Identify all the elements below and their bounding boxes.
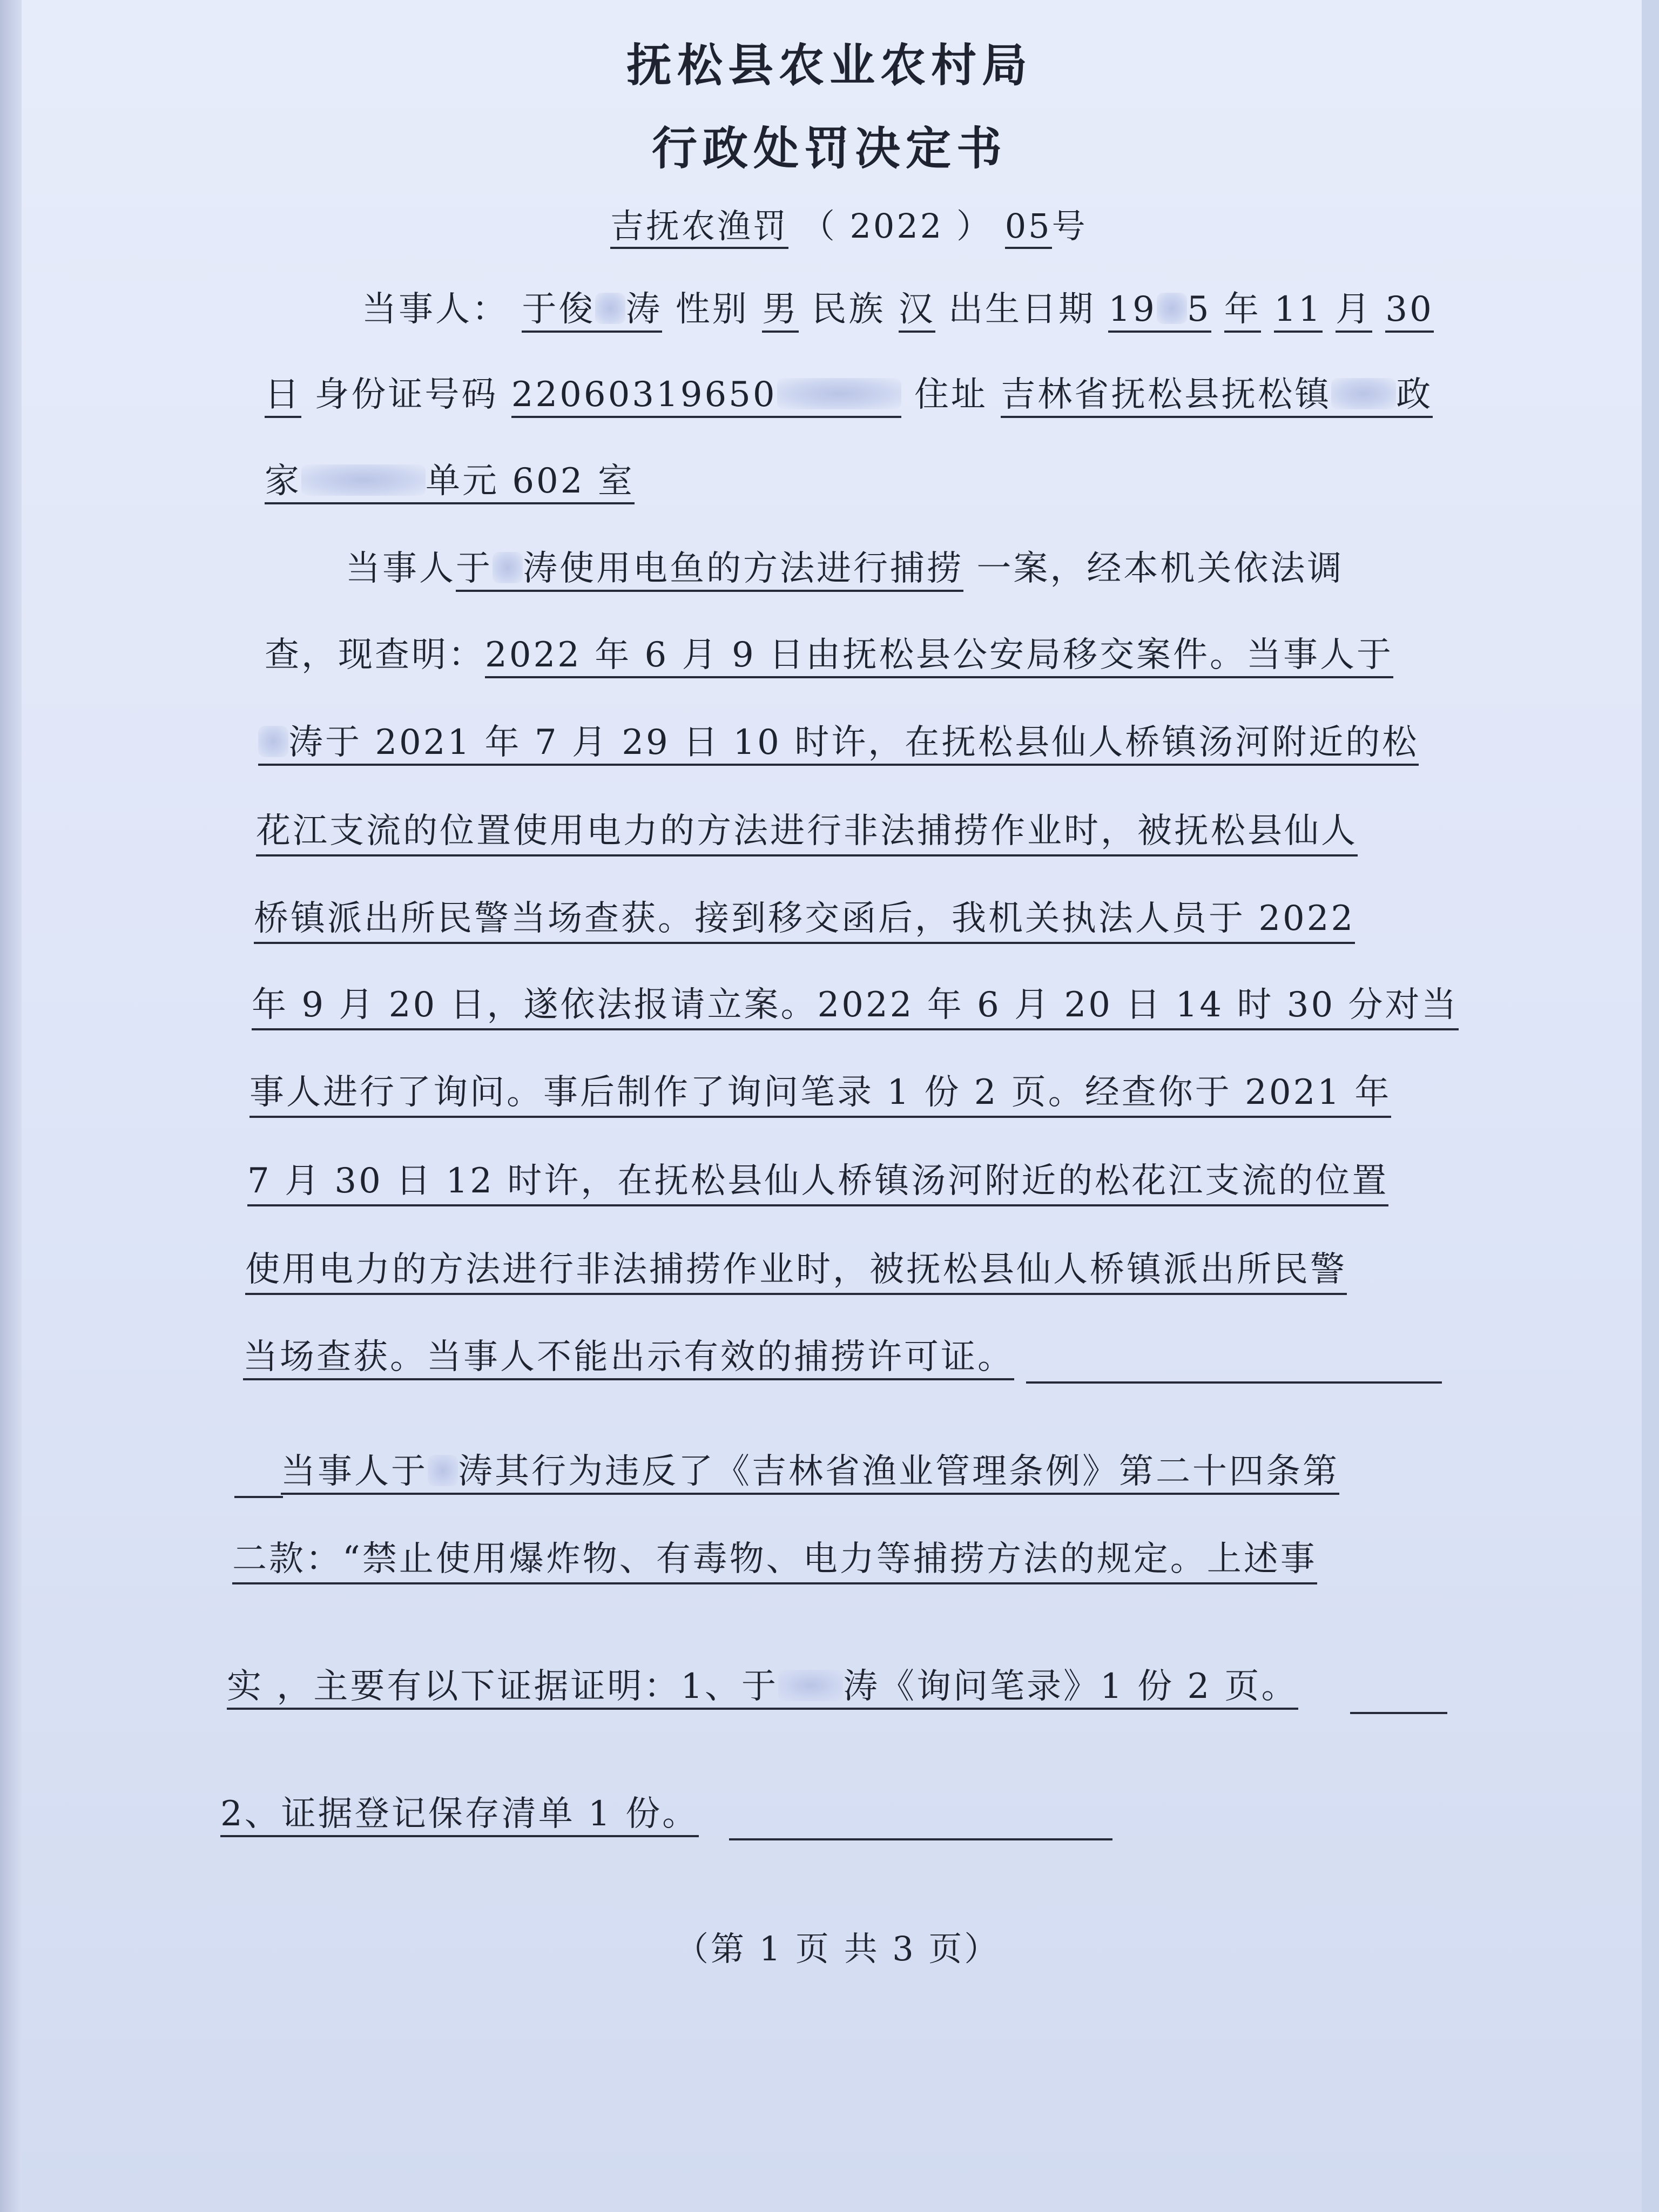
id-label: 身份证号码 [314, 375, 498, 415]
redaction-blur [777, 378, 901, 409]
party-info-line-2 [265, 373, 1433, 417]
redaction-blur [778, 1670, 843, 1701]
violation-line-3 [227, 1664, 1298, 1709]
birth-year: 19 5 [1108, 289, 1211, 333]
violation-line-1 [281, 1449, 1339, 1494]
doc-number-seq: 05 [1005, 206, 1052, 249]
doc-number-prefix: 吉抚农渔罚 [610, 206, 788, 249]
violation-line-3-text: 实 ，主要有以下证据证明：1、于 涛《询问笔录》1 份 2 页。 [227, 1667, 1298, 1710]
address-label: 住址 [914, 375, 988, 415]
redaction-blur [595, 293, 625, 324]
doc-number-open: （ [801, 206, 837, 246]
blank-fill-line [729, 1838, 1112, 1840]
case-line-6: 年 9 月 20 日，遂依法报请立案。2022 年 6 月 20 日 14 时 30 分对当 [252, 983, 1459, 1030]
doc-number-year: 2022 [849, 206, 944, 246]
birth-day: 30 [1385, 289, 1433, 333]
case-line-5: 桥镇派出所民警当场查获。接到移交函后，我机关执法人员于 2022 [254, 896, 1355, 944]
case-line-2-prefix: 查，现查明： [265, 635, 485, 675]
case-line-8: 7 月 30 日 12 时许，在抚松县仙人桥镇汤河附近的松花江支流的位置 [247, 1159, 1388, 1206]
violation-line-4-text: 2、证据登记保存清单 1 份。 [220, 1794, 699, 1837]
redaction-blur [1157, 293, 1187, 324]
redaction-blur [301, 464, 426, 496]
party-label: 当事人： [362, 289, 509, 329]
case-lead: 当事人 [346, 549, 456, 589]
case-line-9: 使用电力的方法进行非法捕捞作业时，被抚松县仙人桥镇派出所民警 [245, 1247, 1347, 1295]
id-number: 22060319650 [511, 375, 901, 418]
party-info-line-3 [265, 459, 635, 503]
birth-month-unit: 月 [1336, 289, 1372, 333]
document-title: 行政处罚决定书 [651, 122, 1007, 175]
case-line-4: 花江支流的位置使用电力的方法进行非法捕捞作业时，被抚松县仙人 [256, 809, 1358, 857]
blank-fill-line [1350, 1712, 1447, 1714]
organization-title: 抚松县农业农村局 [626, 39, 1033, 92]
gender-label: 性别 [675, 289, 749, 329]
redaction-blur [493, 552, 523, 583]
address-part-1: 吉林省抚松县抚松镇 政 [1001, 375, 1433, 418]
doc-number-suffix: 号 [1051, 206, 1088, 246]
gender-value: 男 [762, 289, 799, 333]
case-subject: 于 涛使用电鱼的方法进行捕捞 [456, 549, 963, 592]
case-line-10-text: 当场查获。当事人不能出示有效的捕捞许可证。 [243, 1337, 1014, 1380]
paper-edge-shadow [0, 0, 22, 2212]
address-part-2: 家 单元 602 室 [265, 461, 635, 504]
redaction-blur [428, 1455, 458, 1486]
redaction-blur [1331, 378, 1396, 409]
document-number [610, 204, 1088, 248]
case-line-3 [258, 720, 1419, 765]
redaction-blur [258, 726, 288, 757]
blank-fill-line [1026, 1381, 1442, 1384]
violation-line-2: 二款：“禁止使用爆炸物、有毒物、电力等捕捞方法的规定。上述事 [232, 1537, 1317, 1584]
birth-month: 11 [1274, 289, 1322, 333]
violation-line-1-text: 当事人于 涛其行为违反了《吉林省渔业管理条例》第二十四条第 [281, 1452, 1339, 1495]
case-line-2-text: 2022 年 6 月 9 日由抚松县公安局移交案件。当事人于 [485, 635, 1393, 678]
birth-day-unit: 日 [265, 375, 301, 418]
party-info-line-1 [362, 287, 1434, 332]
case-line-3-text: 涛于 2021 年 7 月 29 日 10 时许，在抚松县仙人桥镇汤河附近的松 [258, 723, 1419, 766]
doc-number-close: ） [956, 206, 992, 246]
birth-label: 出生日期 [948, 289, 1096, 329]
case-line-10 [243, 1335, 1014, 1379]
case-lead-rest: 一案，经本机关依法调 [976, 549, 1344, 589]
page-footer: （第 1 页 共 3 页） [675, 1929, 1000, 1968]
case-line-7: 事人进行了询问。事后制作了询问笔录 1 份 2 页。经查你于 2021 年 [249, 1070, 1391, 1118]
party-name: 于俊 涛 [522, 289, 662, 333]
paragraph-indent-line [234, 1496, 283, 1498]
case-line-2 [265, 633, 1393, 677]
ethnicity-label: 民族 [812, 289, 886, 329]
violation-line-4 [220, 1792, 699, 1836]
birth-year-unit: 年 [1224, 289, 1261, 333]
ethnicity-value: 汉 [899, 289, 935, 333]
case-line-1 [346, 547, 1344, 591]
